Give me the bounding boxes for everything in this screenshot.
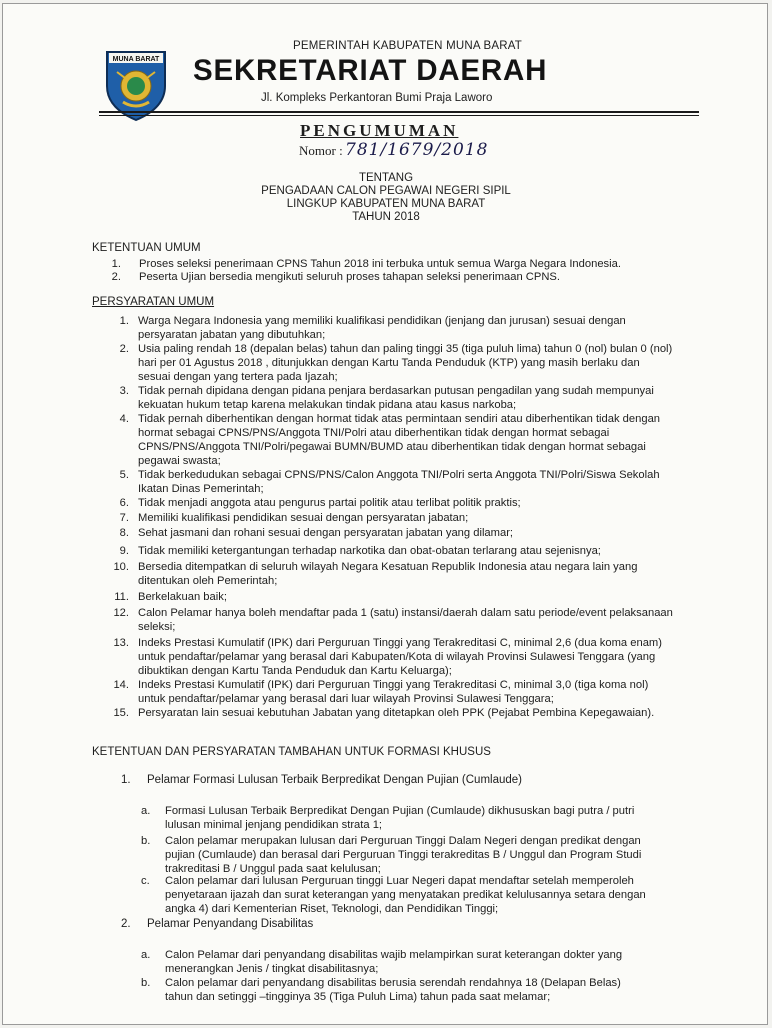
list-number: 12. <box>113 607 129 619</box>
list-item-line: kekuatan hukum tetap karena melakukan tindak pidana atau kasus narkoba; <box>138 399 517 411</box>
section-heading-formasi-khusus: KETENTUAN DAN PERSYARATAN TAMBAHAN UNTUK FORMASI KHUSUS <box>92 746 491 758</box>
announcement-title: PENGUMUMAN <box>300 121 459 140</box>
list-number: 9. <box>119 545 129 557</box>
list-number: 2. <box>119 343 129 355</box>
list-number: 13. <box>113 637 129 649</box>
list-item-line: Indeks Prestasi Kumulatif (IPK) dari Perguruan Tinggi yang Terakreditasi C, minimal 2,6 (dua koma enam) <box>138 637 662 649</box>
list-item-line: hormat sebagai CPNS/PNS/Anggota TNI/Polri atau diberhentikan tidak dengan hormat sebagai <box>138 427 610 439</box>
letterhead-rule-thick <box>99 111 699 113</box>
office-address: Jl. Kompleks Perkantoran Bumi Praja Laworo <box>261 92 493 104</box>
list-number: 14. <box>113 679 129 691</box>
logo-text: MUNA BARAT <box>112 56 160 63</box>
sub-item-line: penyetaraan ijazah dan surat keterangan yang menyatakan predikat kelulusannya setara dengan <box>165 889 646 901</box>
list-item-line: dibuktikan dengan Kartu Tanda Penduduk dan Kartu Keluarga); <box>138 665 452 677</box>
sub-item-line: Calon pelamar dari lulusan Perguruan tinggi Luar Negeri dapat mendaftar setelah memperoleh <box>165 875 634 887</box>
sub-item-line: Calon pelamar dari penyandang disabilitas berusia serendah rendahnya 18 (Delapan Belas) <box>165 977 621 989</box>
number-label: Nomor : <box>299 143 343 158</box>
document-page <box>2 3 768 1025</box>
list-item-line: Tidak menjadi anggota atau pengurus partai politik atau terlibat politik praktis; <box>138 497 521 509</box>
list-item-line: untuk pendaftar/pelamar yang berasal dari Kabupaten/Kota di wilayah Provinsi Sulawesi Tenggara (yang <box>138 651 656 663</box>
list-item-line: Calon Pelamar hanya boleh mendaftar pada 1 (satu) instansi/daerah dalam satu periode/event pelaksanaan <box>138 607 673 619</box>
about-label: TENTANG <box>358 172 414 184</box>
subject-line-2: LINGKUP KABUPATEN MUNA BARAT <box>286 198 486 210</box>
list-number: 1. <box>111 258 121 270</box>
sub-item-line: angka 4) dari Kementerian Riset, Teknologi, dan Pendidikan Tinggi; <box>165 903 499 915</box>
list-item-line: persyaratan jabatan yang dibutuhkan; <box>138 329 326 341</box>
list-item-line: Warga Negara Indonesia yang memiliki kualifikasi pendidikan (jenjang dan jurusan) sesuai dengan <box>138 315 626 327</box>
list-item-line: Usia paling rendah 18 (depalan belas) tahun dan paling tinggi 35 (tiga puluh lima) tahun 0 (nol) bulan 0 (nol) <box>138 343 673 355</box>
sub-item-line: pujian (Cumlaude) dan berasal dari Perguruan Tinggi terakreditas B / Unggul dan Program Studi <box>165 849 642 861</box>
sub-item-letter: c. <box>141 875 150 887</box>
list-number: 6. <box>119 497 129 509</box>
list-item-line: Tidak pernah diberhentikan dengan hormat tidak atas permintaan sendiri atau diberhentikan tidak dengan <box>138 413 661 425</box>
list-item-line: CPNS/PNS/Anggota TNI/Polri/pegawai BUMN/BUMD atau diberhentikan tidak dengan hormat sebagai <box>138 441 646 453</box>
sub-item-line: tahun dan setinggi –tingginya 35 (Tiga Puluh Lima) tahun pada saat melamar; <box>165 991 551 1003</box>
subsection-title: Pelamar Penyandang Disabilitas <box>147 918 314 930</box>
number-value: 781/1679/2018 <box>345 140 489 160</box>
list-item-line: seleksi; <box>138 621 176 633</box>
list-number: 10. <box>113 561 129 573</box>
list-item-line: Memiliki kualifikasi pendidikan sesuai dengan persyaratan jabatan; <box>138 512 469 524</box>
sub-item-letter: a. <box>141 805 151 817</box>
sub-item-letter: a. <box>141 949 151 961</box>
list-item-line: Indeks Prestasi Kumulatif (IPK) dari Perguruan Tinggi yang Terakreditasi C, minimal 3,0 (tiga koma nol) <box>138 679 649 691</box>
list-item-line: ditentukan oleh Pemerintah; <box>138 575 278 587</box>
sub-item-line: trakreditasi B / Unggul pada saat kelulusan; <box>165 863 381 875</box>
subject-line-1: PENGADAAN CALON PEGAWAI NEGERI SIPIL <box>261 185 511 197</box>
sub-item-line: menerangkan Jenis / tingkat disabilitasnya; <box>165 963 379 975</box>
list-item-line: Sehat jasmani dan rohani sesuai dengan persyaratan jabatan yang dilamar; <box>138 527 514 539</box>
subject-line-3: TAHUN 2018 <box>352 211 420 223</box>
sub-item-line: Formasi Lulusan Terbaik Berpredikat Dengan Pujian (Cumlaude) dikhususkan bagi putra / putri <box>165 805 635 817</box>
list-number: 5. <box>119 469 129 481</box>
list-item-line: Persyaratan lain sesuai kebutuhan Jabatan yang ditetapkan oleh PPK (Pejabat Pembina Kepegawaian). <box>138 707 655 719</box>
list-item-line: Berkelakuan baik; <box>138 591 227 603</box>
list-number: 4. <box>119 413 129 425</box>
subsection-number: 1. <box>121 774 131 786</box>
list-item-line: Tidak pernah dipidana dengan pidana penjara berdasarkan putusan pengadilan yang sudah mempunyai <box>138 385 654 397</box>
sub-item-line: Calon Pelamar dari penyandang disabilitas wajib melampirkan surat keterangan dokter yang <box>165 949 623 961</box>
list-item-line: pegawai swasta; <box>138 455 221 467</box>
list-item-line: Tidak berkedudukan sebagai CPNS/PNS/Calon Anggota TNI/Polri serta Anggota TNI/Polri/Siswa Sekolah <box>138 469 660 481</box>
list-item-text: Proses seleksi penerimaan CPNS Tahun 2018 ini terbuka untuk semua Warga Negara Indonesia. <box>139 258 621 270</box>
letterhead-rule-thin <box>99 115 699 116</box>
list-number: 8. <box>119 527 129 539</box>
sub-item-line: lulusan minimal jenjang pendidikan strata 1; <box>165 819 383 831</box>
list-item-text: Peserta Ujian bersedia mengikuti seluruh proses tahapan seleksi penerimaan CPNS. <box>139 271 561 283</box>
list-item-line: hari per 01 Agustus 2018 , ditunjukkan dengan Kartu Tanda Penduduk (KTP) yang masih berlaku dan <box>138 357 640 369</box>
list-item-line: Bersedia ditempatkan di seluruh wilayah Negara Kesatuan Republik Indonesia atau negara lain yang <box>138 561 638 573</box>
section-heading-persyaratan-umum: PERSYARATAN UMUM <box>92 296 215 308</box>
list-item-line: Tidak memiliki ketergantungan terhadap narkotika dan obat-obatan terlarang atau sejenisnya; <box>138 545 601 557</box>
list-item-line: untuk pendaftar/pelamar yang berasal dari luar wilayah Provinsi Sulawesi Tenggara; <box>138 693 554 705</box>
subsection-number: 2. <box>121 918 131 930</box>
section-heading-ketentuan-umum: KETENTUAN UMUM <box>92 242 201 254</box>
list-number: 11. <box>114 591 129 603</box>
list-number: 3. <box>119 385 129 397</box>
sub-item-line: Calon pelamar merupakan lulusan dari Perguruan Tinggi Dalam Negeri dengan predikat dengan <box>165 835 641 847</box>
list-item-line: sesuai dengan yang tertera pada Ijazah; <box>138 371 338 383</box>
list-number: 7. <box>119 512 129 524</box>
government-name: PEMERINTAH KABUPATEN MUNA BARAT <box>293 40 522 52</box>
list-number: 15. <box>113 707 129 719</box>
subsection-title: Pelamar Formasi Lulusan Terbaik Berpredikat Dengan Pujian (Cumlaude) <box>147 774 523 786</box>
sub-item-letter: b. <box>141 977 151 989</box>
sub-item-letter: b. <box>141 835 151 847</box>
office-name: SEKRETARIAT DAERAH <box>193 54 548 87</box>
list-number: 2. <box>111 271 121 283</box>
list-item-line: Ikatan Dinas Pemerintah; <box>138 483 264 495</box>
list-number: 1. <box>119 315 129 327</box>
regency-emblem-logo <box>101 42 171 122</box>
